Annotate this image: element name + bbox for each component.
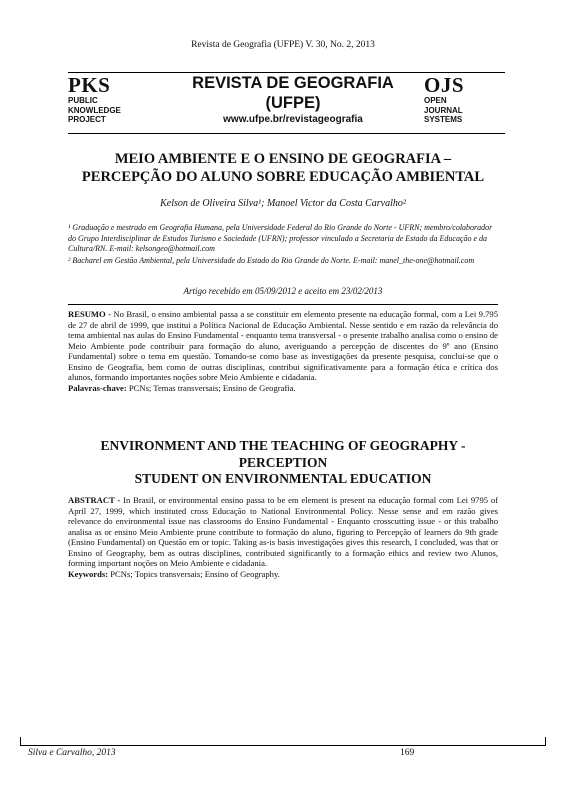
keywords-text: PCNs; Topics transversais; Ensino of Geography. xyxy=(108,568,280,579)
article-title-en xyxy=(60,438,506,488)
pks-line-1: PUBLIC xyxy=(68,96,98,105)
resumo xyxy=(68,309,498,393)
abstract-label: ABSTRACT - xyxy=(68,495,121,505)
ojs-line-3: SYSTEMS xyxy=(424,115,463,124)
palavras-chave-label: Palavras-chave: xyxy=(68,382,127,393)
affiliation-2: ² Bacharel em Gestão Ambiental, pela Universidade do Estado do Rio Grande do Norte. E-mail: manel_the-one@hotmail.com xyxy=(68,256,475,265)
pks-logo xyxy=(68,74,121,125)
resumo-label: RESUMO - xyxy=(68,309,112,319)
received-date: Artigo recebido em 05/09/2012 e aceito em 23/02/2013 xyxy=(183,286,383,296)
footer-rule-left-tick xyxy=(20,737,21,745)
footer-rule-right-tick xyxy=(545,737,546,745)
keywords-label: Keywords: xyxy=(68,568,109,579)
pks-line-2: KNOWLEDGE xyxy=(68,105,121,115)
divider xyxy=(68,304,498,305)
palavras-chave-text: PCNs; Temas transversais; Ensino de Geografia. xyxy=(126,382,296,393)
page-number: 169 xyxy=(400,748,415,758)
journal-title-line-2: (UFPE) xyxy=(265,94,321,112)
journal-title-block xyxy=(178,73,408,127)
ojs-logo-big: OJS xyxy=(424,73,465,97)
ojs-line-2: JOURNAL xyxy=(424,105,463,115)
resumo-text: No Brasil, o ensino ambiental passa a se constituir em elemento presente na educação formal, com a Lei 9.795 de 27 de abril de 1999, que institui a Política Nacional de Educação Ambiental. Nesse sentido e em razão da relevância do tema ambiental nas aulas do Ensino Fundamental - enquanto tema transversal - o presente trabalho analisa como o ensino de Meio Ambiente pode contribuir para formação do aluno, averiguando a percepção de discentes do 9º ano (Ensino Fundamental) sobre o tema em questão. Tomando-se como base as investigações da presente pesquisa, conclui-se que o Ensino de Geografia, bem como de outras disciplinas, contribui significativamente para a formação ética e crítica dos alunos, formando importantes noções sobre Meio Ambiente e cidadania. xyxy=(68,309,498,382)
journal-running-header: Revista de Geografia (UFPE) V. 30, No. 2, 2013 xyxy=(191,40,375,50)
footer-rule xyxy=(20,745,546,746)
journal-banner xyxy=(68,72,505,134)
ojs-line-1: OPEN xyxy=(424,96,447,105)
abstract-text: In Brasil, or environmental ensino passa to be em element is present na educação formal com Lei 9795 of April 27, 1999, which instituted cross Educação to National Environmental Policy. Nesse sense and em razão gives relevance do environmental issue nas classrooms do Ensino Fundamental - Enquanto crosscutting issue - or this trabalho analisa as or ensino Meio Ambiente prune contribute to formação do aluno, figuring to Percepção of learners do 9th grade (Ensino Fundamental) on Questão em or topic. Taking as-is basis investigações gives this research, I concluded, was that or Ensino of Geography, bem as outras disciplines, contributed significantly to a formação ethics and review two Alunos, forming important noções on Meio Ambiente e cidadania. xyxy=(68,495,499,568)
article-title-pt-line-2: PERCEPÇÃO DO ALUNO SOBRE EDUCAÇÃO AMBIENTAL xyxy=(81,169,485,185)
footer-citation: Silva e Carvalho, 2013 xyxy=(28,748,116,758)
article-title-pt xyxy=(60,150,506,186)
pks-line-3: PROJECT xyxy=(68,115,106,124)
pks-logo-big: PKS xyxy=(68,73,111,97)
journal-url: www.ufpe.br/revistageografia xyxy=(223,114,363,125)
authors: Kelson de Oliveira Silva¹; Manoel Victor da Costa Carvalho² xyxy=(160,198,406,209)
article-title-pt-line-1: MEIO AMBIENTE E O ENSINO DE GEOGRAFIA – xyxy=(114,151,452,167)
abstract xyxy=(68,495,498,579)
journal-title-line-1: REVISTA DE GEOGRAFIA xyxy=(192,74,394,92)
article-title-en-line-1: ENVIRONMENT AND THE TEACHING OF GEOGRAPHY - xyxy=(100,438,466,453)
article-title-en-line-2: PERCEPTION xyxy=(238,454,328,470)
article-title-en-line-3: STUDENT ON ENVIRONMENTAL EDUCATION xyxy=(134,471,432,486)
ojs-logo xyxy=(424,74,464,125)
affiliation-1: ¹ Graduação e mestrado em Geografia Humana, pela Universidade Federal do Rio Grande do Norte - UFRN; membro/colaborador do Grupo Interdisciplinar de Estudos Turismo e Sociedade (UFRN); professor vinculado a Secretaria de Estado da Educação e da Cultura/RN. E-mail: kelsongeo@hotmail.com xyxy=(68,223,493,253)
